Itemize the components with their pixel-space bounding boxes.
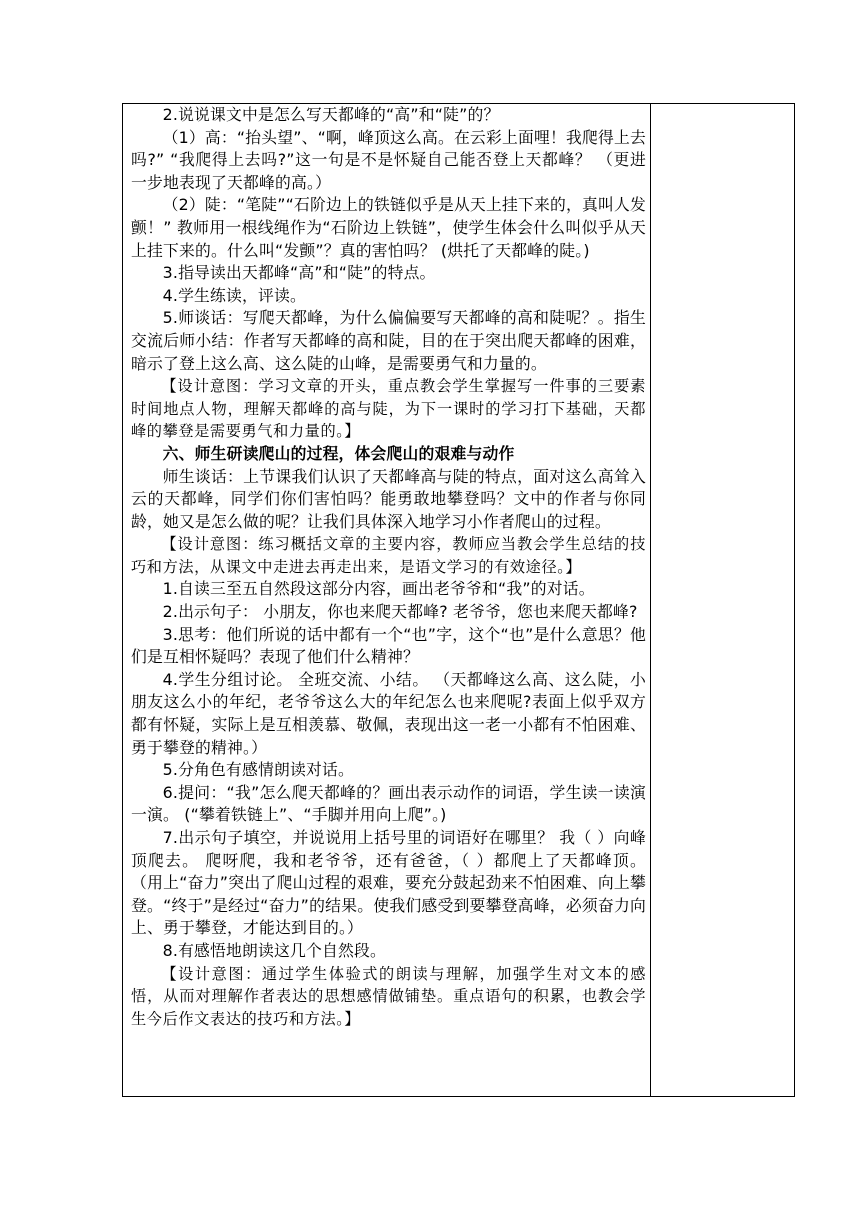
- paragraph: 3.思考：他们所说的话中都有一个“也”字，这个“也”是什么意思？他们是互相怀疑吗？表现了他们什么精神？: [131, 624, 646, 667]
- paragraph: 7.出示句子填空，并说说用上括号里的词语好在哪里？ 我（ ）向峰顶爬去。 爬呀爬，我和老爷爷，还有爸爸，（ ）都爬上了天都峰顶。 （用上“奋力”突出了爬山过程的艰难，要充分鼓起劲来不怕困难、向上攀登。“终于”是经过“奋力”的结果。使我们感受到要攀登高峰，必须奋力向上、勇于攀登，才能达到目的。）: [131, 828, 646, 938]
- paragraph: 师生谈话：上节课我们认识了天都峰高与陡的特点，面对这么高耸入云的天都峰，同学们你们害怕吗？能勇敢地攀登吗？文中的作者与你同龄，她又是怎么做的呢？让我们具体深入地学习小作者爬山的过程。: [131, 466, 646, 531]
- paragraph: 2.说说课文中是怎么写天都峰的“高”和“陡”的？: [162, 105, 500, 124]
- design-intent-note: 【设计意图：练习概括文章的主要内容，教师应当教会学生总结的技巧和方法，从课文中走进去再走出来，是语文学习的有效途径。】: [131, 535, 646, 576]
- paragraph: 5.师谈话：写爬天都峰，为什么偏偏要写天都峰的高和陡呢？。指生交流后师小结：作者写天都峰的高和陡，目的在于突出爬天都峰的困难，暗示了登上这么高、这么陡的山峰，是需要勇气和力量的。: [131, 308, 646, 373]
- lesson-content: [131, 104, 646, 1030]
- paragraph: （1）高：“抬头望”、“啊，峰顶这么高。在云彩上面哩！我爬得上去吗?” “我爬得上去吗?”这一句是不是怀疑自己能否登上天都峰？ （更进一步地表现了天都峰的高。）: [131, 127, 646, 192]
- paragraph: 1.自读三至五自然段这部分内容，画出老爷爷和“我”的对话。: [162, 579, 595, 599]
- design-intent-note: 【设计意图：学习文章的开头，重点教会学生掌握写一件事的三要素时间地点人物，理解天都峰的高与陡，为下一课时的学习打下基础，天都峰的攀登是需要勇气和力量的。】: [131, 377, 646, 441]
- paragraph: （2）陡：“笔陡”“石阶边上的铁链似乎是从天上挂下来的，真叫人发颤！” 教师用一根线绳作为“石阶边上铁链”，使学生体会什么叫似乎从天上挂下来的。什么叫“发颤”？真的害怕吗？ (烘托了天都峰的陡。): [131, 195, 646, 260]
- paragraph: 3.指导读出天都峰“高”和“陡”的特点。: [162, 263, 436, 283]
- notes-column-cell: [651, 104, 794, 1096]
- paragraph: 8.有感悟地朗读这几个自然段。: [162, 940, 387, 960]
- paragraph: 6.提问：“我”怎么爬天都峰的？画出表示动作的词语，学生读一读演一演。 (“攀着铁链上”、“手脚并用向上爬”。): [131, 782, 646, 825]
- paragraph: 4.学生练读，评读。: [162, 285, 307, 305]
- paragraph: 5.分角色有感情朗读对话。: [162, 760, 355, 780]
- paragraph: 2.出示句子： 小朋友，你也来爬天都峰? 老爷爷，您也来爬天都峰?: [162, 602, 638, 622]
- design-intent-note: 【设计意图：通过学生体验式的朗读与理解，加强学生对文本的感悟，从而对理解作者表达的思想感情做铺垫。重点语句的积累，也教会学生今后作文表达的技巧和方法。】: [131, 964, 646, 1028]
- section-heading: 六、师生研读爬山的过程，体会爬山的艰难与动作: [162, 443, 515, 463]
- lesson-table: [122, 103, 795, 1097]
- paragraph: 4.学生分组讨论。 全班交流、小结。 （天都峰这么高、这么陡，小朋友这么小的年纪，老爷爷这么大的年纪怎么也来爬呢?表面上似乎双方都有怀疑，实际上是互相羡慕、敬佩，表现出这一老一小都有不怕困难、勇于攀登的精神。）: [131, 669, 646, 757]
